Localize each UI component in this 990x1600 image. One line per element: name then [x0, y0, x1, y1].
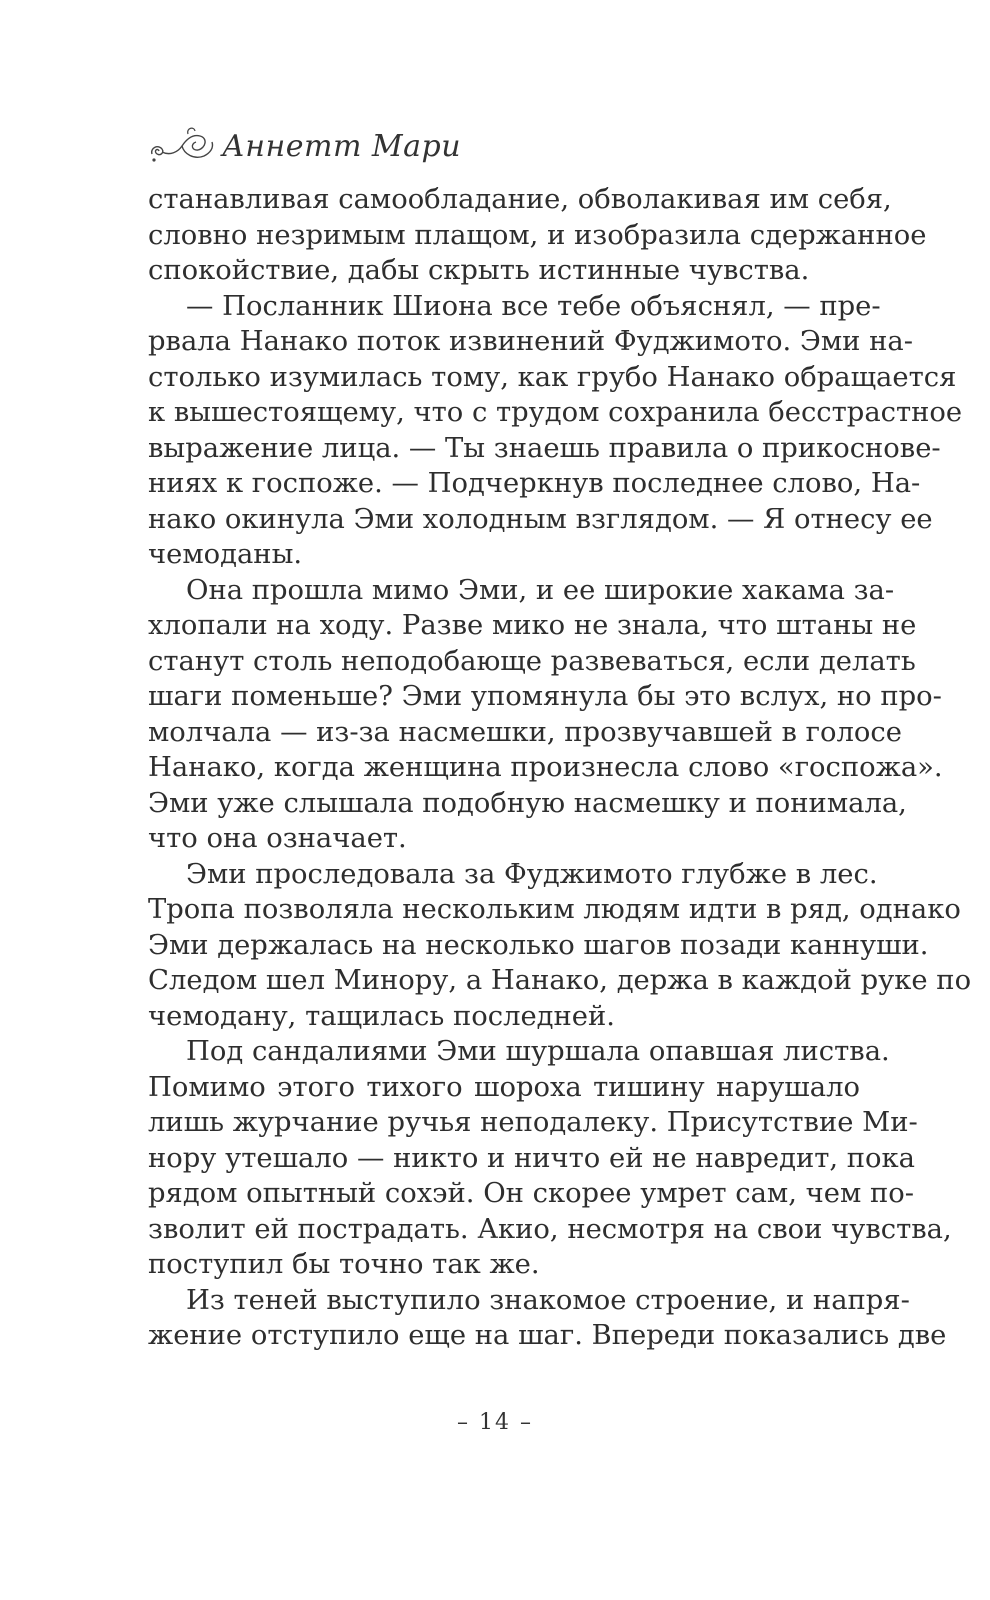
- text-line: нору утешало — никто и ничто ей не навредит, пока: [148, 1142, 915, 1174]
- text-line: выражение лица. — Ты знаешь правила о прикоснове-: [148, 432, 941, 464]
- text-line: зволит ей пострадать. Акио, несмотря на свои чувства,: [148, 1213, 952, 1245]
- text-line: рвала Нанако поток извинений Фуджимото. Эми на-: [148, 326, 913, 357]
- text-line: Эми держалась на несколько шагов позади каннуши.: [148, 929, 929, 961]
- text-line: станут столь неподобающе развеваться, если делать: [148, 645, 916, 677]
- paragraph: [148, 573, 943, 857]
- text-line: Под сандалиями Эми шуршала опавшая листва.: [186, 1036, 890, 1067]
- text-line: молчала — из-за насмешки, прозвучавшей в голосе: [148, 716, 902, 748]
- text-line: что она означает.: [148, 823, 407, 854]
- text-line: столько изумилась тому, как грубо Нанако обращается: [148, 361, 957, 393]
- text-line: словно незримым плащом, и изобразила сдержанное: [148, 219, 927, 251]
- paragraph: [148, 289, 963, 573]
- paragraph: [148, 182, 927, 289]
- text-line: поступил бы точно так же.: [148, 1249, 540, 1280]
- text-line: чемоданы.: [148, 539, 303, 570]
- header-author: Аннетт Мари: [222, 128, 462, 164]
- text-line: лишь журчание ручья неподалеку. Присутствие Ми-: [148, 1107, 918, 1138]
- text-line: чемодану, тащилась последней.: [148, 1000, 615, 1032]
- text-line: нако окинула Эми холодным взглядом. — Я отнесу ее: [148, 503, 933, 535]
- text-line: к вышестоящему, что с трудом сохранила бесстрастное: [148, 397, 963, 428]
- page-number: – 14 –: [457, 1410, 533, 1435]
- text-line: — Посланник Шиона все тебе объяснял, — пре-: [186, 290, 881, 322]
- text-line: Помимо этого тихого шороха тишину нарушало: [148, 1071, 860, 1103]
- paragraph: [148, 857, 972, 1035]
- text-line: станавливая самообладание, обволакивая им себя,: [148, 184, 892, 215]
- text-line: Тропа позволяла нескольким людям идти в ряд, однако: [148, 894, 961, 925]
- text-line: Эми проследовала за Фуджимото глубже в лес.: [186, 858, 878, 890]
- text-line: Эми уже слышала подобную насмешку и понимала,: [148, 787, 907, 819]
- text-line: хлопали на ходу. Разве мико не знала, что штаны не: [148, 610, 917, 641]
- text-line: рядом опытный сохэй. Он скорее умрет сам, чем по-: [148, 1178, 914, 1209]
- paragraph: [148, 1283, 947, 1354]
- text-line: Из теней выступило знакомое строение, и напря-: [186, 1284, 910, 1316]
- flourish-ornament-icon: [148, 122, 218, 170]
- text-line: Следом шел Минору, а Нанако, держа в каждой руке по: [148, 965, 972, 996]
- text-line: Она прошла мимо Эми, и ее широкие хакама за-: [186, 574, 895, 606]
- body-text: [148, 182, 972, 1354]
- text-line: Нанако, когда женщина произнесла слово «госпожа».: [148, 752, 943, 783]
- paragraph: [148, 1034, 952, 1283]
- text-line: ниях к госпоже. — Подчеркнув последнее слово, На-: [148, 468, 921, 499]
- text-line: шаги поменьше? Эми упомянула бы это вслух, но про-: [148, 681, 942, 712]
- text-line: спокойствие, дабы скрыть истинные чувства.: [148, 255, 810, 286]
- running-header: [148, 120, 461, 172]
- text-line: жение отступило еще на шаг. Впереди показались две: [148, 1320, 947, 1351]
